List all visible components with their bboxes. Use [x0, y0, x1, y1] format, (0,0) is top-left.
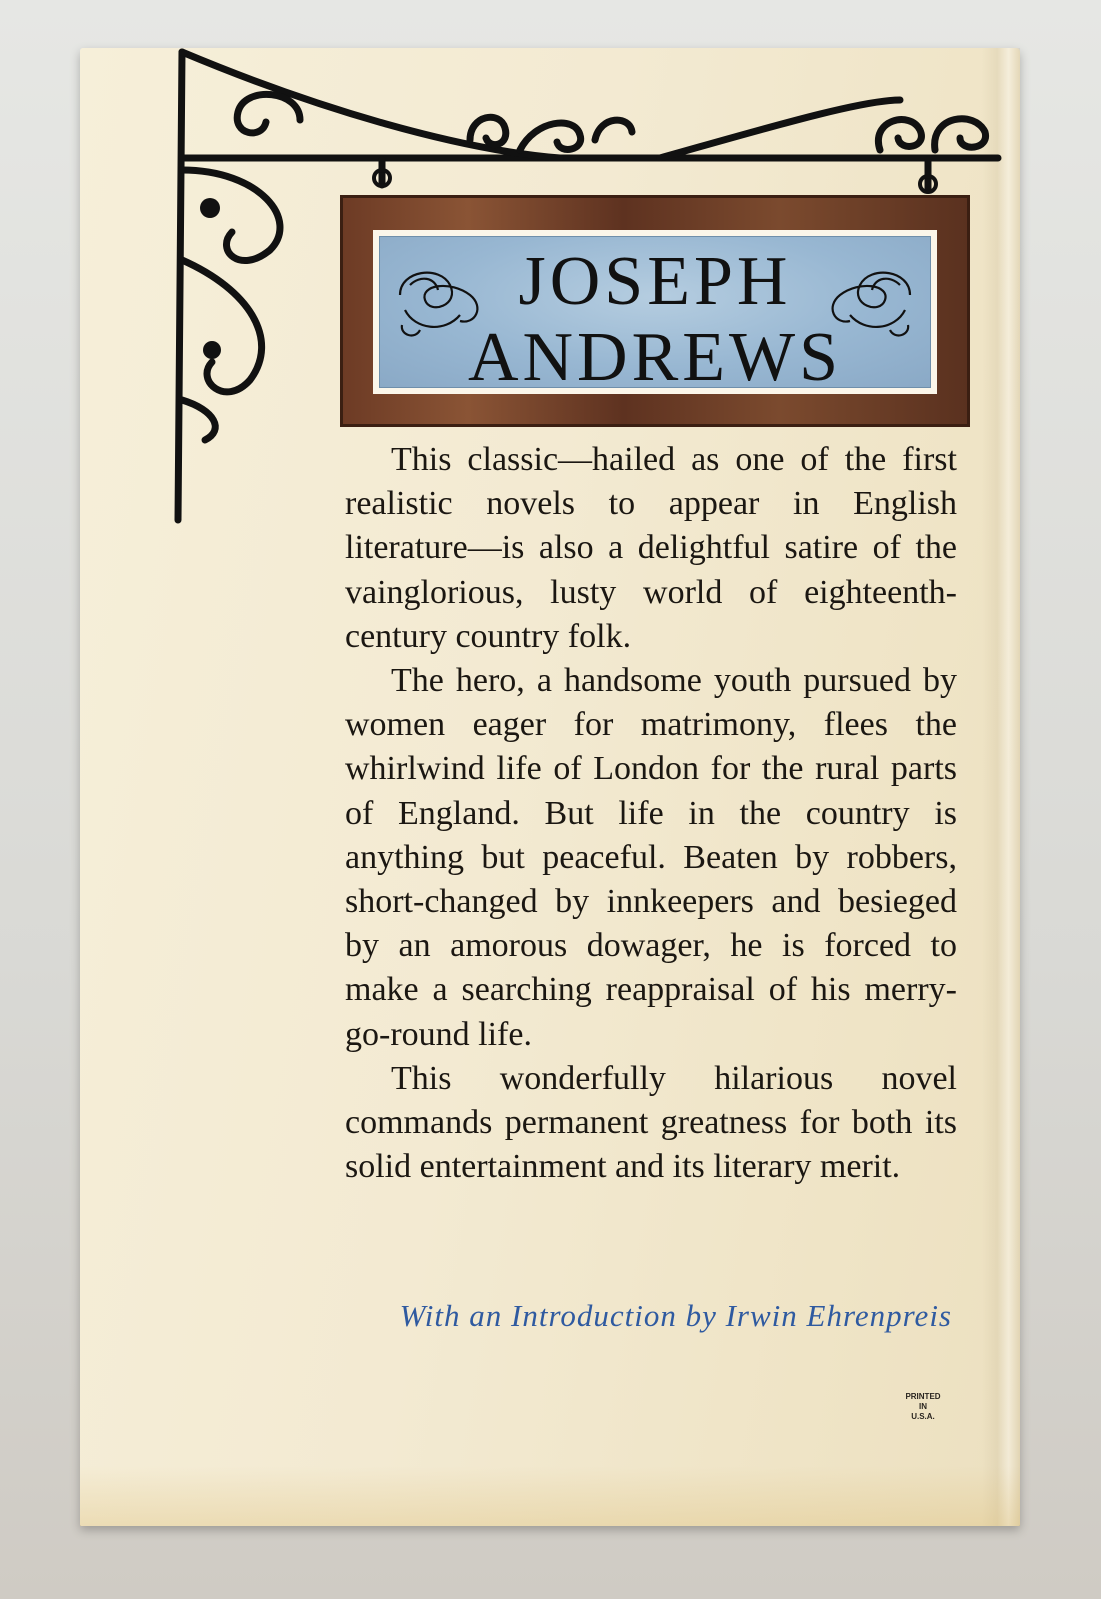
cover-blurb: [345, 438, 957, 1189]
printed-mark-line-1: PRINTED: [905, 1392, 941, 1401]
blurb-paragraph-3: This wonderfully hilarious novel commands permanent greatness for both its solid entertainment and its literary merit.: [345, 1059, 957, 1186]
printed-mark-line-2: IN: [919, 1402, 927, 1411]
introduction-credit: With an Introduction by Irwin Ehrenpreis: [399, 1298, 952, 1333]
blurb-paragraph-1: This classic—hailed as one of the first realistic novels to appear in English literature—is also a delightful satire of the vainglorious, lusty world of eighteenth-century country folk.: [345, 441, 957, 655]
signboard-frame: [373, 230, 937, 394]
hanging-signboard: [340, 195, 970, 427]
book-title-line-2: ANDREWS: [467, 319, 843, 396]
signboard-panel: [379, 236, 931, 396]
cover-bottom-stain: [80, 1466, 1020, 1526]
blurb-paragraph-2: The hero, a handsome youth pursued by women eager for matrimony, flees the whirlwind life of London for the rural parts of England. But life in the country is anything but peaceful. Beaten by robbers, short-changed by innkeepers and besieged by an amorous dowager, he is forced to make a searching reappraisal of his merry-go-round life.: [345, 662, 957, 1053]
book-title-line-1: JOSEPH: [518, 243, 792, 320]
printed-in-usa-mark: [888, 1392, 958, 1422]
printed-mark-line-3: U.S.A.: [911, 1412, 935, 1421]
